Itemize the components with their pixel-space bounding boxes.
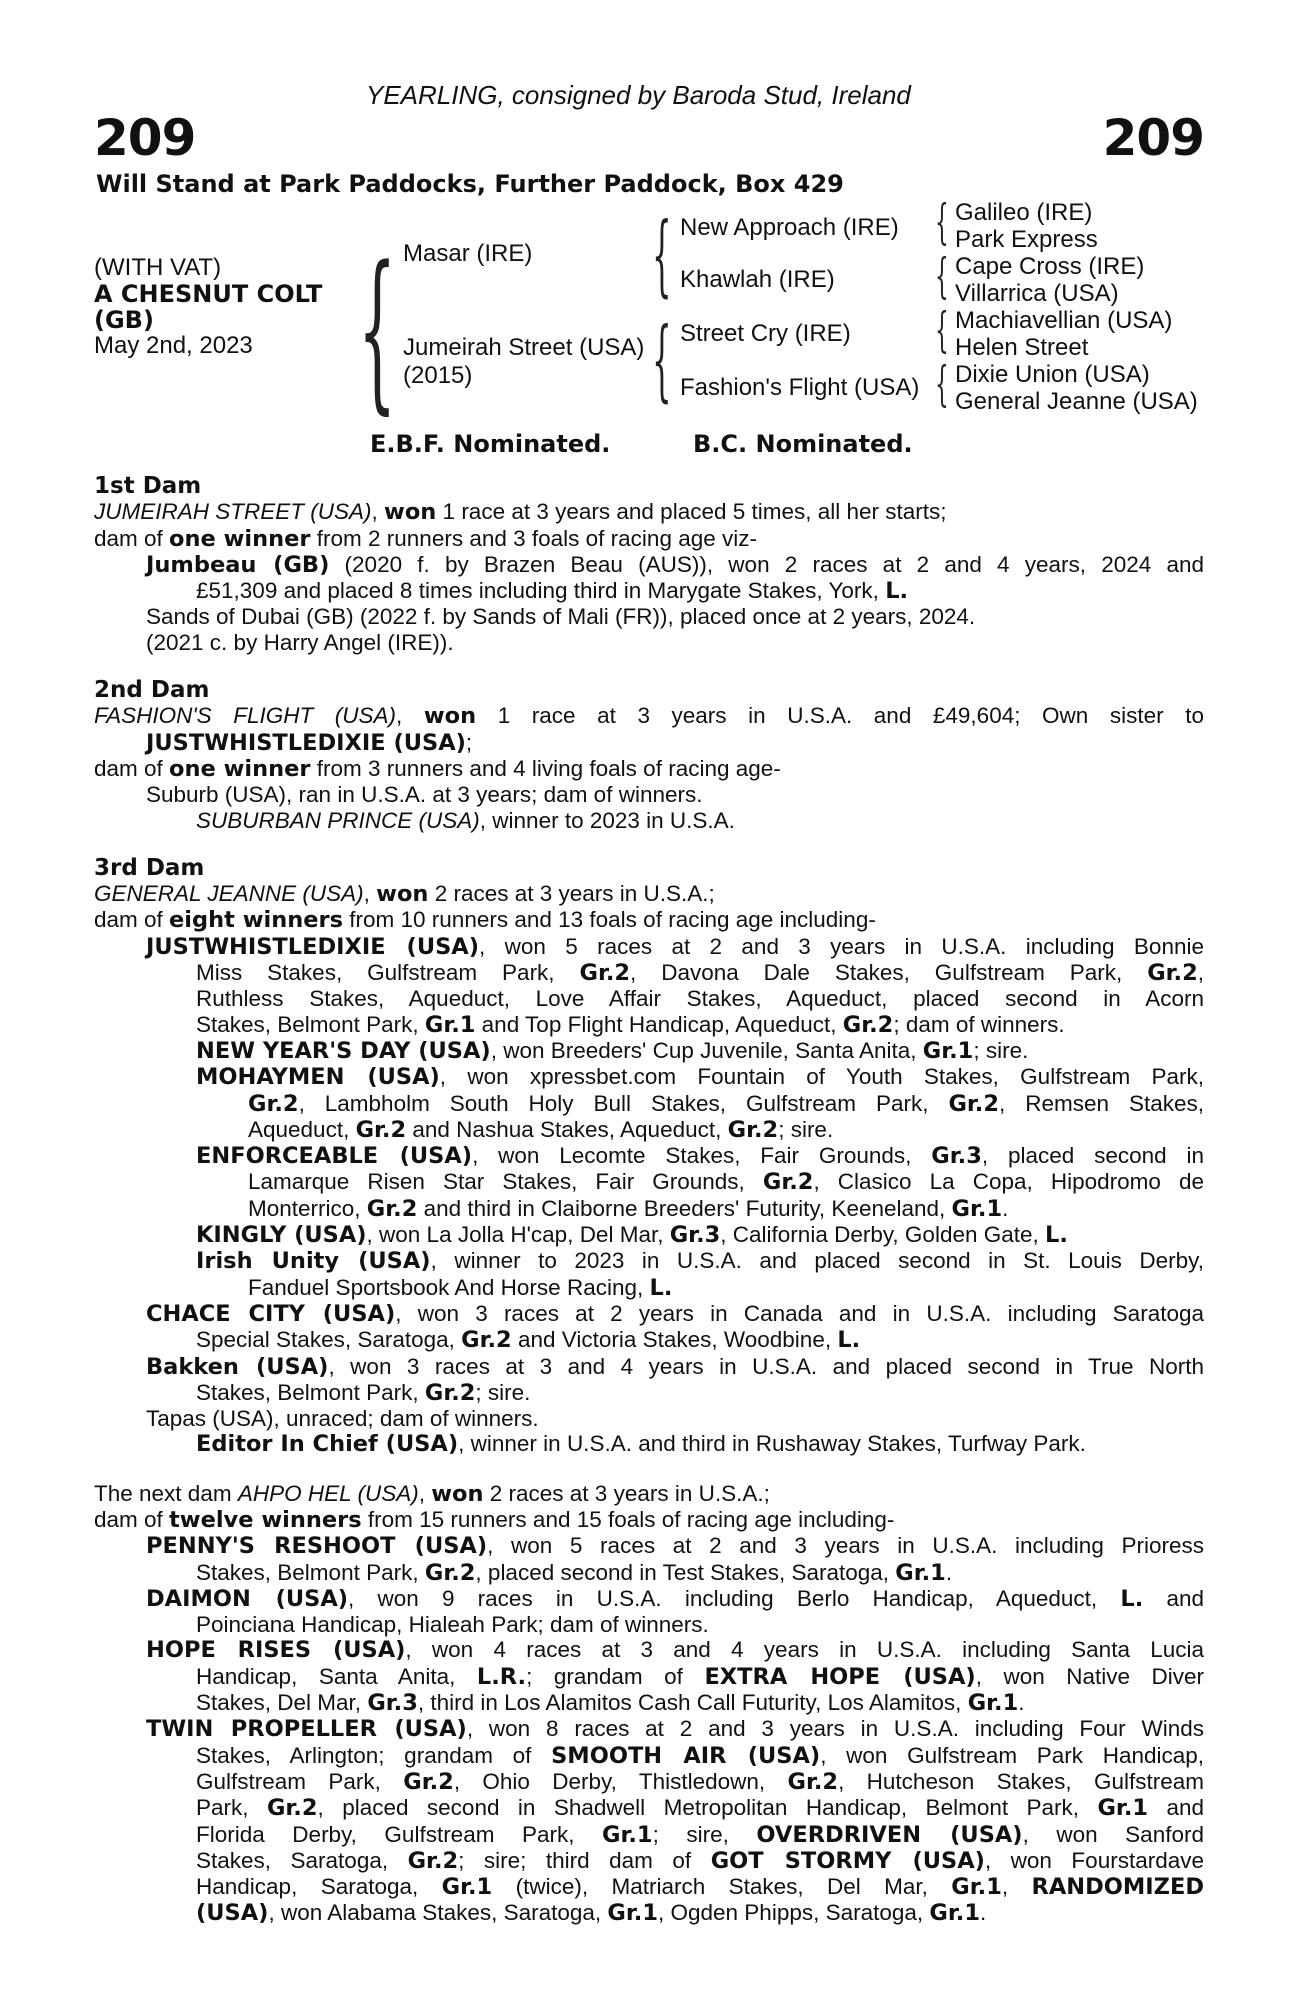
text: , won 3 races at 2 years in Canada and in U.S.A. including Saratoga (395, 1300, 1204, 1326)
pedigree-g5: Machiavellian (USA) (955, 307, 1173, 334)
bold-text: Gr.2 (407, 1847, 459, 1874)
bold-text: Gr.3 (669, 1222, 721, 1249)
bold-text: eight winners (169, 907, 344, 934)
text: , California Derby, Golden Gate, (720, 1222, 1046, 1248)
text-line (94, 1354, 1204, 1380)
bold-text: TWIN PROPELLER (USA) (146, 1716, 467, 1743)
bold-text: DAIMON (USA) (146, 1585, 349, 1612)
text: and (1148, 1795, 1204, 1821)
bold-text: one winner (169, 755, 311, 782)
text-line (94, 1743, 1204, 1769)
text: , won 5 races at 2 and 3 years in U.S.A. including Bonnie (479, 933, 1204, 959)
text: , winner to 2023 in U.S.A. (479, 807, 735, 833)
text-line (94, 499, 1204, 525)
text: , placed second in Shadwell Metropolitan Handicap, Belmont Park, (317, 1795, 1098, 1821)
pedigree-brace-sire: { (652, 203, 672, 306)
text: ; sire; third dam of (458, 1847, 711, 1873)
text: £51,309 and placed 8 times including third in Marygate Stakes, York, (196, 578, 886, 604)
bold-text: Gr.2 (461, 1327, 512, 1354)
bold-text: L.R. (476, 1663, 527, 1690)
horse-description: A CHESNUT COLT (94, 280, 323, 308)
text: and (1143, 1585, 1204, 1611)
text: ; sire. (973, 1037, 1029, 1063)
text-line (94, 703, 1204, 729)
text: dam of (94, 1506, 170, 1532)
text: Special Stakes, Saratoga, (196, 1327, 462, 1353)
text: from 10 runners and 13 foals of racing age including- (343, 907, 876, 933)
text: , third in Los Alamitos Cash Call Futurity, Los Alamitos, (417, 1690, 968, 1716)
text-line (94, 1533, 1204, 1559)
bold-text: Gr.1 (951, 1195, 1003, 1222)
text-line (94, 907, 1204, 933)
bold-text: L. (837, 1327, 861, 1354)
bold-text: Gr.2 (727, 1116, 779, 1143)
text-line (94, 630, 1204, 655)
bold-text: Irish Unity (USA) (196, 1248, 431, 1275)
text: , Remsen Stakes, (999, 1090, 1204, 1116)
text: , won Fourstardave (984, 1847, 1204, 1873)
text: 2 races at 3 years in U.S.A.; (483, 1480, 770, 1506)
text: Handicap, Santa Anita, (196, 1663, 477, 1689)
bold-text: NEW YEAR'S DAY (USA) (196, 1037, 491, 1064)
text-line (94, 1064, 1204, 1090)
text: from 3 runners and 4 living foals of racing age- (310, 755, 781, 781)
bold-text: Gr.2 (762, 1169, 814, 1196)
text: , placed second in (981, 1143, 1205, 1169)
text-line (94, 1769, 1204, 1795)
text-line (94, 986, 1204, 1011)
text: , (396, 703, 424, 729)
pedigree-dam-sire: Street Cry (IRE) (680, 320, 851, 347)
text: 1 race at 3 years in U.S.A. and £49,604; Own sister to (476, 703, 1204, 729)
text-line (94, 1169, 1204, 1195)
text-line (94, 1612, 1204, 1637)
text: Tapas (USA), unraced; dam of winners. (146, 1406, 539, 1432)
text: , won 3 races at 3 and 4 years in U.S.A. and placed second in True North (328, 1353, 1204, 1379)
bold-text: (USA) (196, 1900, 269, 1927)
text: , placed second in Test Stakes, Saratoga, (475, 1559, 896, 1585)
bold-text: Gr.2 (248, 1090, 299, 1117)
text: 1 race at 3 years and placed 5 times, all her starts; (436, 499, 947, 525)
bold-text: JUSTWHISTLEDIXIE (USA) (146, 933, 479, 960)
text: Aqueduct, (248, 1116, 356, 1142)
bold-text: Gr.2 (266, 1795, 318, 1822)
pedigree-brace-dam: { (652, 308, 672, 411)
pedigree-brace-g3: { (935, 302, 949, 358)
text-line (94, 1038, 1204, 1064)
text: Miss Stakes, Gulfstream Park, (196, 960, 580, 986)
bold-text: Gr.2 (424, 1379, 476, 1406)
text: Handicap, Saratoga, (196, 1874, 442, 1900)
bold-text: PENNY'S RESHOOT (USA) (146, 1533, 488, 1560)
bold-text: Editor In Chief (USA) (196, 1431, 459, 1458)
text: , Hutcheson Stakes, Gulfstream (838, 1768, 1204, 1794)
text-line (94, 1507, 1204, 1533)
text-line (94, 960, 1204, 986)
italic-text: SUBURBAN PRINCE (USA) (196, 807, 480, 833)
stand-location: Will Stand at Park Paddocks, Further Paddock, Box 429 (96, 170, 844, 198)
pedigree-g8: General Jeanne (USA) (955, 388, 1198, 415)
text: , won xpressbet.com Fountain of Youth Stakes, Gulfstream Park, (439, 1064, 1204, 1090)
italic-text: FASHION'S FLIGHT (USA) (94, 703, 397, 729)
bold-text: Gr.1 (441, 1874, 493, 1901)
text: ; sire. (778, 1116, 834, 1142)
bold-text: one winner (169, 525, 311, 552)
text: , won La Jolla H'cap, Del Mar, (366, 1222, 670, 1248)
bold-text: Gr.1 (967, 1690, 1019, 1717)
text-line (94, 808, 1204, 833)
italic-text: AHPO HEL (USA) (237, 1480, 419, 1506)
text-line (94, 1874, 1204, 1900)
pedigree-g3: Cape Cross (IRE) (955, 253, 1145, 280)
text: Lamarque Risen Star Stakes, Fair Grounds, (248, 1169, 763, 1195)
text: Stakes, Saratoga, (196, 1847, 408, 1873)
text-line (94, 1664, 1204, 1690)
text: from 15 runners and 15 foals of racing age including- (361, 1506, 895, 1532)
text-line (94, 1196, 1204, 1222)
text: 2 races at 3 years in U.S.A.; (428, 881, 715, 907)
bold-text: Gr.3 (367, 1690, 418, 1717)
text: Stakes, Belmont Park, (196, 1379, 425, 1405)
text-line (94, 730, 1204, 756)
text: (2021 c. by Harry Angel (IRE)). (146, 629, 454, 655)
bold-text: JUSTWHISTLEDIXIE (USA) (146, 729, 466, 756)
dam-section (94, 678, 1204, 833)
text: and Victoria Stakes, Woodbine, (511, 1327, 838, 1353)
text-line (94, 1690, 1204, 1716)
text: , won 4 races at 3 and 4 years in U.S.A. including Santa Lucia (405, 1637, 1205, 1663)
pedigree-g2: Park Express (955, 226, 1098, 253)
text: ; dam of winners. (893, 1011, 1065, 1037)
italic-text: GENERAL JEANNE (USA) (94, 881, 364, 907)
text: Stakes, Arlington; grandam of (196, 1742, 552, 1768)
lot-number-left: 209 (94, 109, 196, 167)
vat-note: (WITH VAT) (94, 254, 222, 281)
pedigree-dam: Jumeirah Street (USA) (403, 334, 645, 361)
pedigree-sire-sire: New Approach (IRE) (680, 214, 899, 241)
text-line (94, 1143, 1204, 1169)
text: Ruthless Stakes, Aqueduct, Love Affair Stakes, Aqueduct, placed second in Acorn (196, 986, 1204, 1012)
pedigree-dam-dam: Fashion's Flight (USA) (680, 374, 920, 401)
lot-number-right: 209 (1102, 109, 1204, 167)
bold-text: MOHAYMEN (USA) (196, 1064, 440, 1091)
bold-text: Bakken (USA) (146, 1353, 329, 1380)
pedigree-brace-g1: { (935, 194, 949, 250)
bold-text: Gr.2 (948, 1090, 999, 1117)
bold-text: RANDOMIZED (1031, 1874, 1204, 1901)
text-line (94, 1900, 1204, 1926)
pedigree-g7: Dixie Union (USA) (955, 361, 1150, 388)
pedigree-brace-g2: { (935, 248, 949, 304)
text: , (1197, 960, 1205, 986)
bold-text: Gr.2 (1147, 960, 1198, 987)
text-line (94, 1222, 1204, 1248)
pedigree-brace-g4: { (935, 356, 949, 412)
bold-text: ENFORCEABLE (USA) (196, 1143, 473, 1170)
section-heading: 1st Dam (94, 473, 202, 499)
text-line (94, 1586, 1204, 1612)
text-line (94, 1481, 1204, 1507)
consignment-line: YEARLING, consigned by Baroda Stud, Ireland (366, 80, 911, 110)
bold-text: Gr.1 (929, 1900, 980, 1927)
text: , won 8 races at 2 and 3 years in U.S.A. including Four Winds (466, 1716, 1205, 1742)
bold-text: Gr.1 (951, 1874, 1002, 1901)
bold-text: won (384, 499, 437, 526)
text: from 2 runners and 3 foals of racing age viz- (310, 525, 757, 551)
bold-text: OVERDRIVEN (USA) (756, 1821, 1023, 1848)
text: Sands of Dubai (GB) (2022 f. by Sands of Mali (FR)), placed once at 2 years, 2024. (146, 604, 976, 630)
text-line (94, 1795, 1204, 1821)
bold-text: Gr.1 (922, 1037, 974, 1064)
bold-text: L. (649, 1274, 673, 1301)
text: Gulfstream Park, (196, 1768, 404, 1794)
text: Florida Derby, Gulfstream Park, (196, 1821, 603, 1847)
catalogue-page-body (94, 474, 1204, 1927)
pedigree-sire: Masar (IRE) (403, 240, 533, 267)
italic-text: JUMEIRAH STREET (USA) (94, 499, 372, 525)
text: dam of (94, 525, 170, 551)
text-line (94, 1822, 1204, 1848)
bold-text: Gr.1 (1097, 1795, 1149, 1822)
bold-text: L. (885, 578, 909, 605)
bold-text: Gr.2 (842, 1011, 894, 1038)
text: and Nashua Stakes, Aqueduct, (406, 1116, 728, 1142)
text-line (94, 1091, 1204, 1117)
section-heading: 2nd Dam (94, 677, 210, 704)
bold-text: L. (1045, 1222, 1068, 1249)
text: , Ohio Derby, Thistledown, (453, 1768, 788, 1794)
text: , won 9 races in U.S.A. including Berlo Handicap, Aqueduct, (348, 1585, 1121, 1611)
text: ; grandam of (526, 1663, 705, 1689)
text-line (94, 1431, 1204, 1457)
text-line (94, 881, 1204, 907)
text-line (94, 1848, 1204, 1874)
text: , won Native Diver (975, 1663, 1204, 1689)
section-heading: 3rd Dam (94, 854, 205, 881)
text: (twice), Matriarch Stakes, Del Mar, (492, 1874, 952, 1900)
text-line (94, 604, 1204, 629)
pedigree-g1: Galileo (IRE) (955, 199, 1093, 226)
text: ; (465, 729, 473, 755)
bold-text: won (376, 881, 429, 908)
pedigree-g6: Helen Street (955, 334, 1089, 361)
text-line (94, 756, 1204, 782)
text: . (979, 1900, 987, 1926)
text-line (94, 1248, 1204, 1274)
bold-text: Gr.2 (579, 960, 631, 987)
bold-text: Gr.2 (787, 1768, 839, 1795)
text: . (1018, 1690, 1025, 1716)
text-line (94, 552, 1204, 578)
bold-text: Gr.1 (895, 1559, 946, 1586)
text: ; sire. (475, 1379, 531, 1405)
text: Park, (196, 1795, 267, 1821)
pedigree-brace-main: { (358, 229, 397, 430)
ebf-nomination: E.B.F. Nominated. (370, 430, 611, 458)
text: and Top Flight Handicap, Aqueduct, (475, 1011, 843, 1037)
bold-text: Gr.1 (424, 1011, 476, 1038)
bold-text: Gr.2 (366, 1195, 418, 1222)
bold-text: Gr.3 (931, 1143, 982, 1170)
text-line (94, 1637, 1204, 1663)
dam-section (94, 474, 1204, 655)
bold-text: won (423, 703, 477, 730)
text: , winner in U.S.A. and third in Rushaway Stakes, Turfway Park. (458, 1431, 1086, 1457)
pedigree-dam-year: (2015) (403, 362, 473, 389)
text: . (1002, 1195, 1009, 1221)
bold-text: SMOOTH AIR (USA) (551, 1742, 821, 1769)
text: , (418, 1480, 432, 1506)
text: , (371, 499, 385, 525)
text: Stakes, Belmont Park, (196, 1011, 425, 1037)
bc-nomination: B.C. Nominated. (693, 430, 913, 458)
text-line (94, 1327, 1204, 1353)
text-line (94, 1117, 1204, 1143)
bold-text: twelve winners (169, 1506, 362, 1533)
text: Poinciana Handicap, Hialeah Park; dam of winners. (196, 1612, 709, 1638)
text: dam of (94, 907, 170, 933)
bold-text: Gr.2 (424, 1559, 476, 1586)
text: , (1001, 1874, 1032, 1900)
bold-text: EXTRA HOPE (USA) (704, 1663, 976, 1690)
text: . (945, 1559, 953, 1585)
text: , won 5 races at 2 and 3 years in U.S.A. including Prioress (487, 1533, 1204, 1559)
text-line (94, 1301, 1204, 1327)
text: , won Sanford (1022, 1821, 1204, 1847)
text: , won Lecomte Stakes, Fair Grounds, (472, 1143, 932, 1169)
bold-text: HOPE RISES (USA) (146, 1637, 406, 1664)
pedigree-g4: Villarrica (USA) (955, 280, 1119, 307)
text: and third in Claiborne Breeders' Futurity, Keeneland, (417, 1195, 952, 1221)
text-line (94, 1012, 1204, 1038)
bold-text: L. (1120, 1585, 1144, 1612)
text: , winner to 2023 in U.S.A. and placed second in St. Louis Derby, (430, 1248, 1205, 1274)
horse-country: (GB) (94, 306, 154, 334)
text-line (94, 526, 1204, 552)
dam-section (94, 1481, 1204, 1927)
text: , Lambholm South Holy Bull Stakes, Gulfstream Park, (298, 1090, 949, 1116)
text: , Ogden Phipps, Saratoga, (657, 1900, 930, 1926)
dam-section (94, 856, 1204, 1458)
bold-text: Gr.1 (607, 1900, 658, 1927)
text: , won Alabama Stakes, Saratoga, (268, 1900, 608, 1926)
text: , Davona Dale Stakes, Gulfstream Park, (630, 960, 1148, 986)
text: , won Breeders' Cup Juvenile, Santa Anita, (490, 1037, 923, 1063)
text: , Clasico La Copa, Hipodromo de (813, 1169, 1204, 1195)
text-line (94, 934, 1204, 960)
foaling-date: May 2nd, 2023 (94, 332, 253, 359)
text: Suburb (USA), ran in U.S.A. at 3 years; dam of winners. (146, 782, 703, 808)
text-line (94, 1406, 1204, 1431)
text: , (363, 881, 377, 907)
text: The next dam (94, 1480, 238, 1506)
bold-text: Gr.2 (403, 1768, 454, 1795)
text-line (94, 1380, 1204, 1406)
text: ; sire, (652, 1821, 757, 1847)
pedigree-sire-dam: Khawlah (IRE) (680, 266, 835, 293)
text: Monterrico, (248, 1195, 367, 1221)
bold-text: CHACE CITY (USA) (146, 1300, 396, 1327)
bold-text: KINGLY (USA) (196, 1222, 367, 1249)
text: Stakes, Belmont Park, (196, 1559, 425, 1585)
bold-text: Jumbeau (GB) (146, 551, 330, 578)
bold-text: Gr.2 (355, 1116, 407, 1143)
text-line (94, 1275, 1204, 1301)
text: , won Gulfstream Park Handicap, (820, 1742, 1205, 1768)
text-line (94, 578, 1204, 604)
text-line (94, 782, 1204, 807)
bold-text: won (431, 1480, 484, 1507)
text: (2020 f. by Brazen Beau (AUS)), won 2 races at 2 and 4 years, 2024 and (329, 551, 1204, 577)
text: Stakes, Del Mar, (196, 1690, 368, 1716)
bold-text: GOT STORMY (USA) (710, 1847, 985, 1874)
text: Fanduel Sportsbook And Horse Racing, (248, 1274, 650, 1300)
text: dam of (94, 755, 170, 781)
text-line (94, 1560, 1204, 1586)
text-line (94, 1716, 1204, 1742)
bold-text: Gr.1 (602, 1821, 653, 1848)
